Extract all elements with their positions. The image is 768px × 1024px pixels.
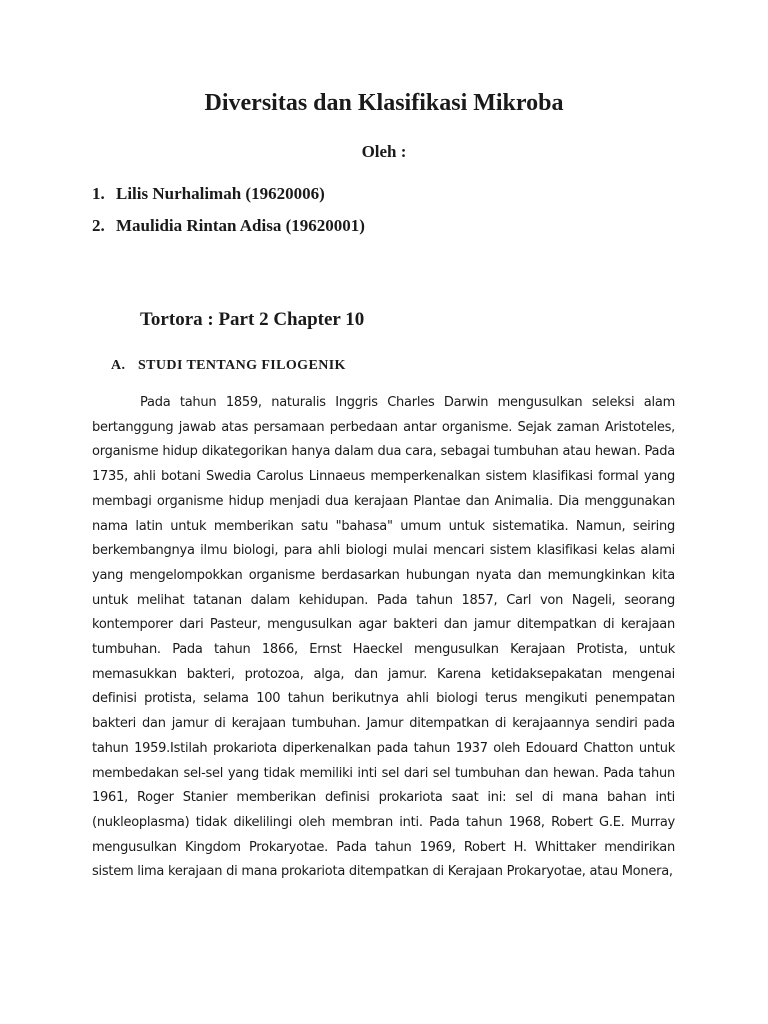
section-heading [111,356,346,376]
section-title: STUDI TENTANG FILOGENIK [138,358,346,373]
document-title: Diversitas dan Klasifikasi Mikroba [204,90,564,116]
author-list [92,180,365,244]
body-paragraph: Pada tahun 1859, naturalis Inggris Charles Darwin mengusulkan seleksi alam bertanggung jawab atas persamaan perbedaan antar organisme. Sejak zaman Aristoteles, organisme hidup dikategorikan hanya dalam dua cara, sebagai tumbuhan atau hewan. Pada 1735, ahli botani Swedia Carolus Linnaeus memperkenalkan sistem klasifikasi formal yang membagi organisme hidup menjadi dua kerajaan Plantae dan Animalia. Dia menggunakan nama latin untuk memberikan satu "bahasa" umum untuk sistematika. Namun, seiring berkembangnya ilmu biologi, para ahli biologi mulai mencari sistem klasifikasi kelas alami yang mengelompokkan organisme berdasarkan hubungan nyata dan memungkinkan kita untuk melihat tatanan dalam kehidupan. Pada tahun 1857, Carl von Nageli, seorang kontemporer dari Pasteur, mengusulkan agar bakteri dan jamur ditempatkan di kerajaan tumbuhan. Pada tahun 1866, Ernst Haeckel mengusulkan Kerajaan Protista, untuk memasukkan bakteri, protozoa, alga, dan jamur. Karena ketidaksepakatan mengenai definisi protista, selama 100 tahun berikutnya ahli biologi terus mengikuti penempatan bakteri dan jamur di kerajaan tumbuhan. Jamur ditempatkan di kerajaannya sendiri pada tahun 1959.Istilah prokariota diperkenalkan pada tahun 1937 oleh Edouard Chatton untuk membedakan sel-sel yang tidak memiliki inti sel dari sel tumbuhan dan hewan. Pada tahun 1961, Roger Stanier memberikan definisi prokariota saat ini: sel di mana bahan inti (nukleoplasma) tidak dikelilingi oleh membran inti. Pada tahun 1968, Robert G.E. Murray mengusulkan Kingdom Prokaryotae. Pada tahun 1969, Robert H. Whittaker mendirikan sistem lima kerajaan di mana prokariota ditempatkan di Kerajaan Prokaryotae, atau Monera, [92,395,675,880]
author-number: 2. [92,216,105,235]
author-item [92,180,365,212]
author-label: Oleh : [361,142,407,161]
author-number: 1. [92,184,105,203]
author-name: Lilis Nurhalimah (19620006) [116,184,325,203]
section-letter: A. [111,358,126,373]
chapter-heading: Tortora : Part 2 Chapter 10 [140,309,365,330]
author-item [92,212,365,244]
author-name: Maulidia Rintan Adisa (19620001) [116,216,365,235]
